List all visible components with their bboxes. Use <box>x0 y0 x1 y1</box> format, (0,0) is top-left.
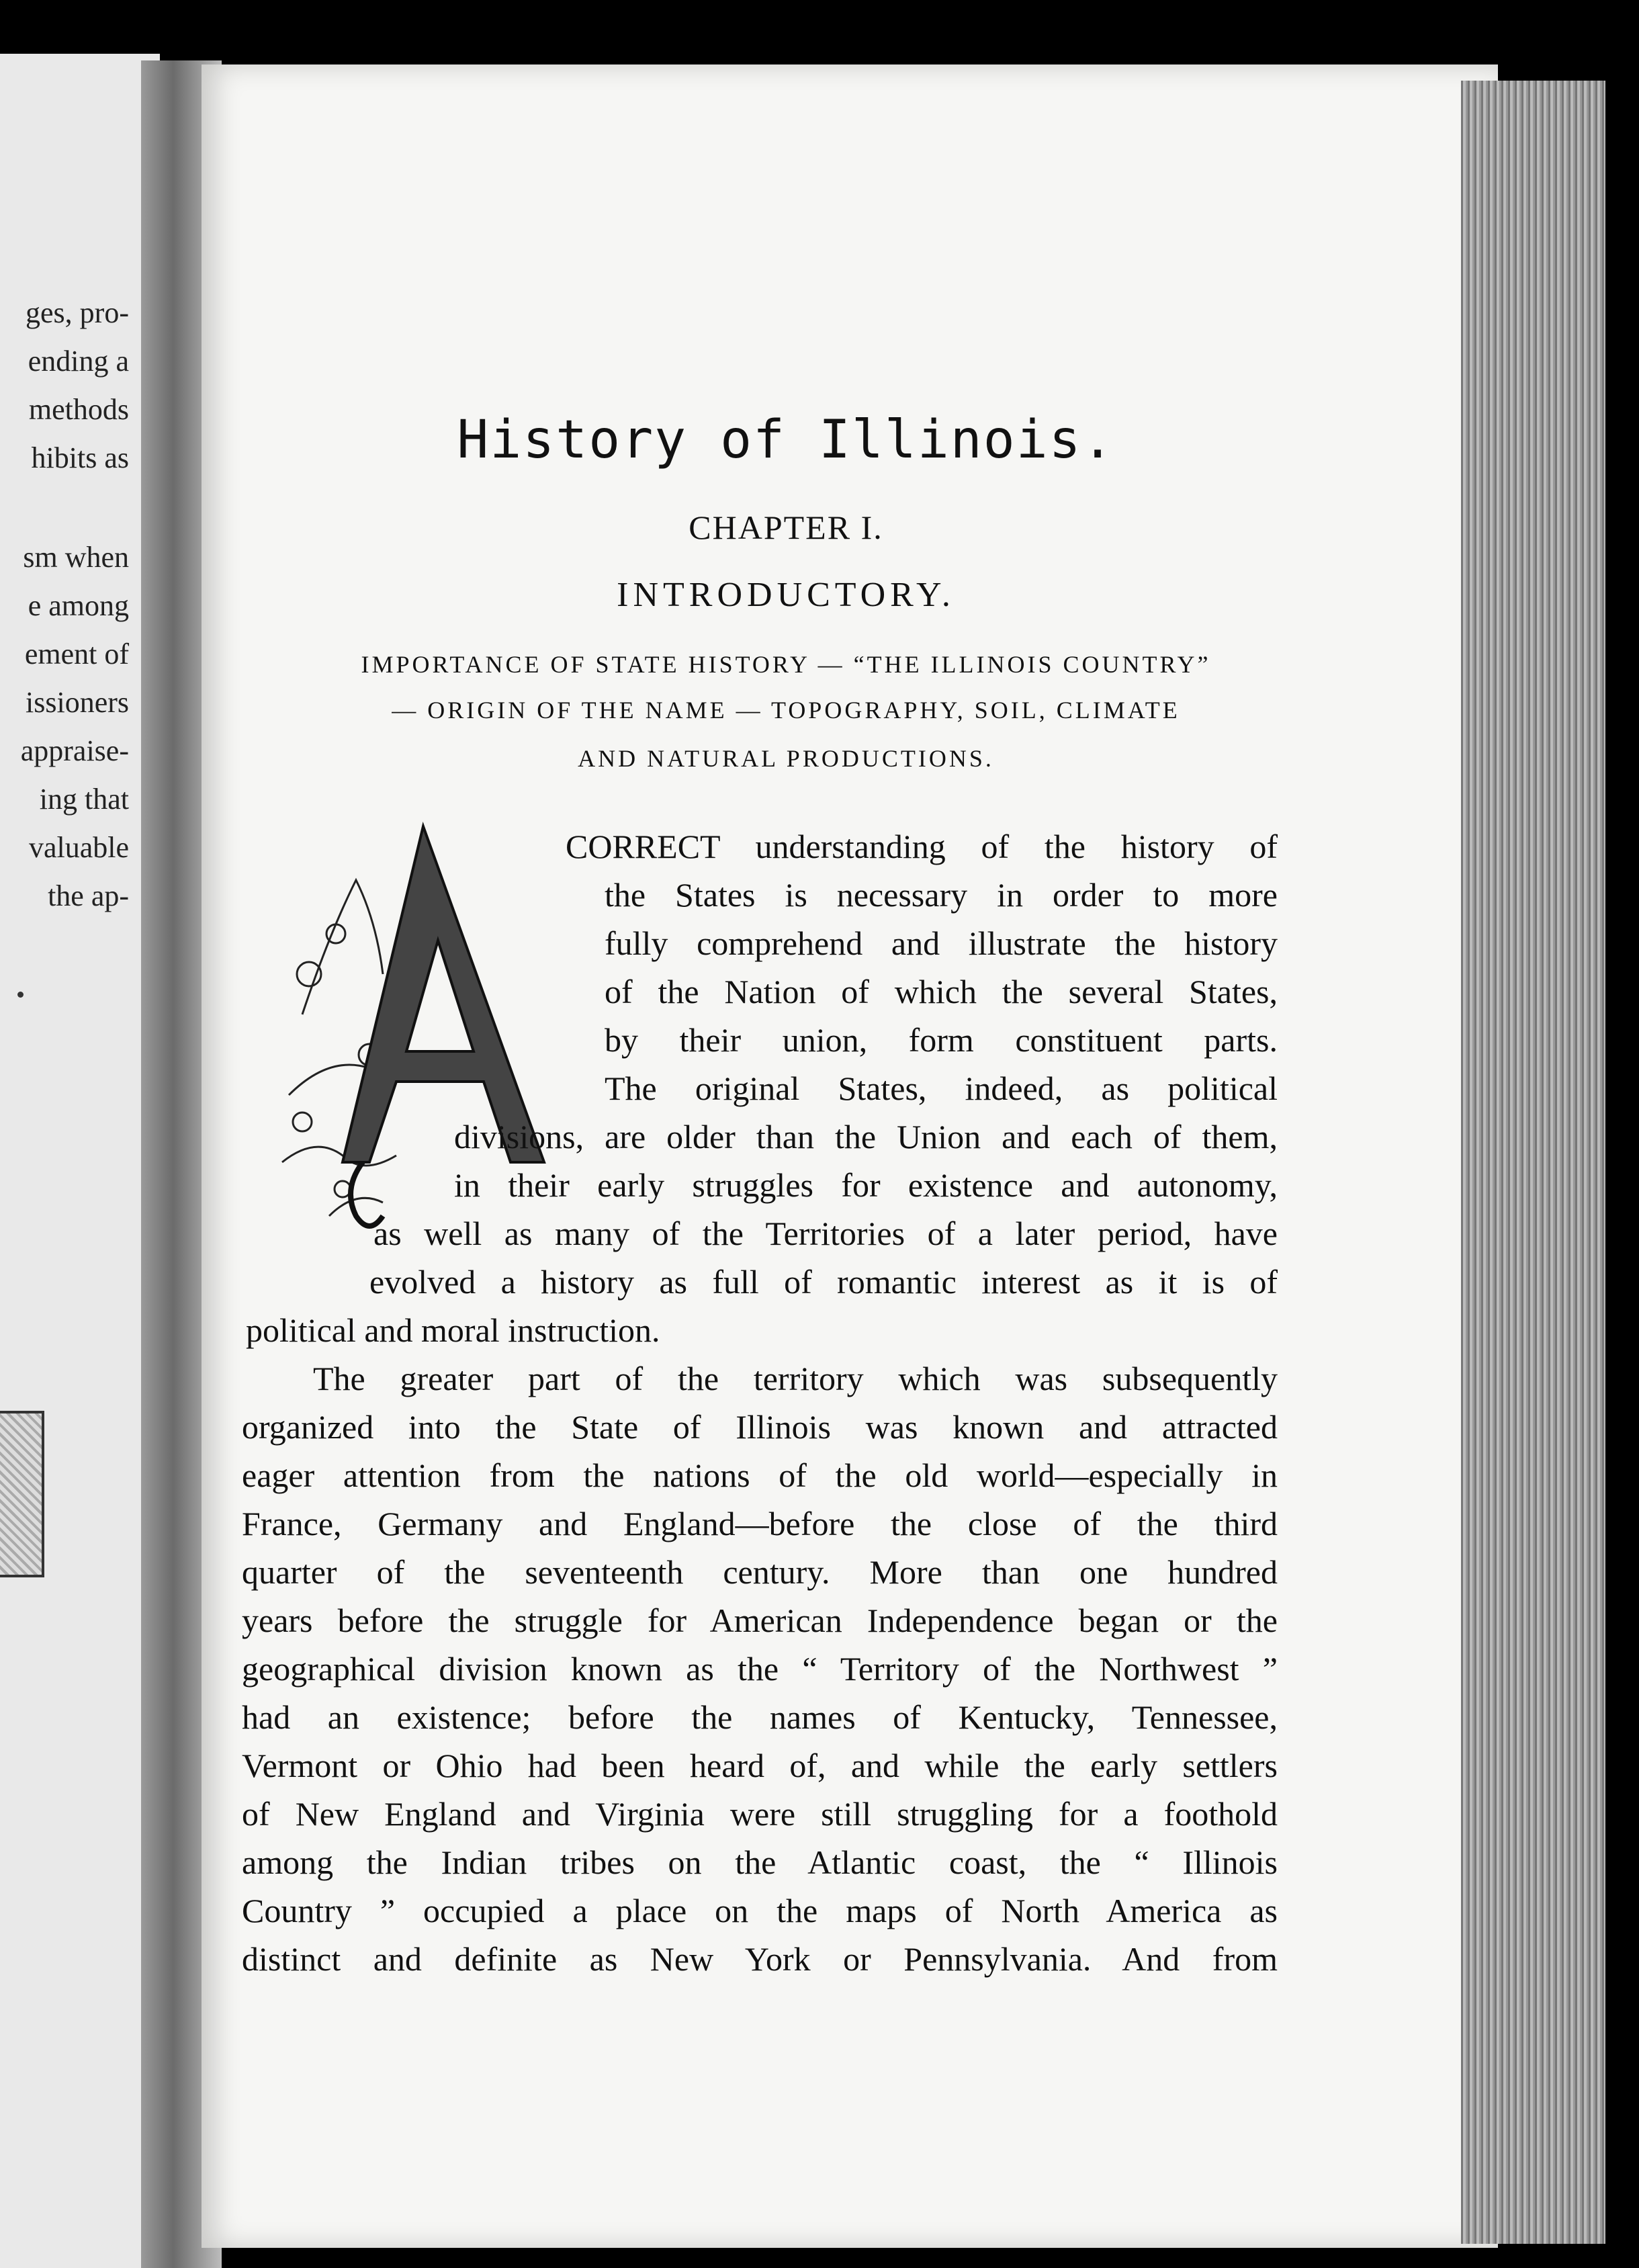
text-line: political and moral instruction. <box>246 1311 660 1349</box>
left-fragment: ing that <box>39 783 129 816</box>
text-line: as well as many of the Territories of a later period, have <box>373 1215 1278 1252</box>
text-line: of the Nation of which the several States, <box>605 973 1278 1010</box>
text-line: Vermont or Ohio had been heard of, and while the early settlers <box>242 1747 1278 1784</box>
left-fragment: issioners <box>26 686 129 719</box>
left-fragment: ending a <box>28 345 129 378</box>
text-line: quarter of the seventeenth century. More than one hundred <box>242 1553 1278 1591</box>
text-line: Country ” occupied a place on the maps of North America as <box>242 1892 1278 1929</box>
text-line: The original States, indeed, as political <box>605 1070 1278 1107</box>
text-line: divisions, are older than the Union and each of them, <box>454 1118 1278 1155</box>
left-page-dot <box>17 992 24 998</box>
text-line: the States is necessary in order to more <box>605 876 1278 914</box>
left-fragment: appraise- <box>20 734 129 767</box>
text-line: geographical division known as the “ Territory of the Northwest ” <box>242 1650 1278 1688</box>
left-page <box>0 54 160 2268</box>
page-edges <box>1461 81 1605 2244</box>
left-fragment: hibits as <box>31 441 129 474</box>
left-fragment: the ap- <box>48 879 129 912</box>
text-line: The greater part of the territory which was subsequently <box>313 1360 1278 1397</box>
text-line: organized into the State of Illinois was known and attracted <box>242 1408 1278 1446</box>
text-line: in their early struggles for existence and autonomy, <box>454 1166 1278 1204</box>
book-title: History of Illinois. <box>457 410 1115 470</box>
left-fragment: methods <box>28 393 129 426</box>
chapter-title: INTRODUCTORY. <box>617 576 955 614</box>
text-line: fully comprehend and illustrate the history <box>605 924 1278 962</box>
text-line: CORRECT understanding of the history of <box>566 828 1278 865</box>
chapter-summary-line: IMPORTANCE OF STATE HISTORY — “THE ILLINOIS COUNTRY” <box>361 651 1211 678</box>
text-line: of New England and Virginia were still struggling for a foothold <box>242 1795 1278 1833</box>
text-line: distinct and definite as New York or Pennsylvania. And from <box>242 1940 1278 1978</box>
chapter-summary-line: AND NATURAL PRODUCTIONS. <box>578 745 994 772</box>
text-line: evolved a history as full of romantic interest as it is of <box>369 1263 1278 1301</box>
left-fragment: sm when <box>23 541 129 574</box>
text-line: eager attention from the nations of the old world—especially in <box>242 1456 1278 1494</box>
text-line: years before the struggle for American Independence began or the <box>242 1602 1278 1639</box>
chapter-summary-line: — ORIGIN OF THE NAME — TOPOGRAPHY, SOIL, CLIMATE <box>392 697 1180 724</box>
text-line: had an existence; before the names of Kentucky, Tennessee, <box>242 1698 1278 1736</box>
left-fragment: e among <box>28 589 129 622</box>
text-line: France, Germany and England—before the close of the third <box>242 1505 1278 1542</box>
chapter-number: CHAPTER I. <box>689 509 883 546</box>
left-fragment: valuable <box>28 831 129 864</box>
text-line: among the Indian tribes on the Atlantic coast, the “ Illinois <box>242 1843 1278 1881</box>
left-page-illustration <box>0 1411 44 1577</box>
text-line: by their union, form constituent parts. <box>605 1021 1278 1059</box>
left-fragment: ement of <box>24 638 129 670</box>
left-fragment: ges, pro- <box>26 296 129 329</box>
